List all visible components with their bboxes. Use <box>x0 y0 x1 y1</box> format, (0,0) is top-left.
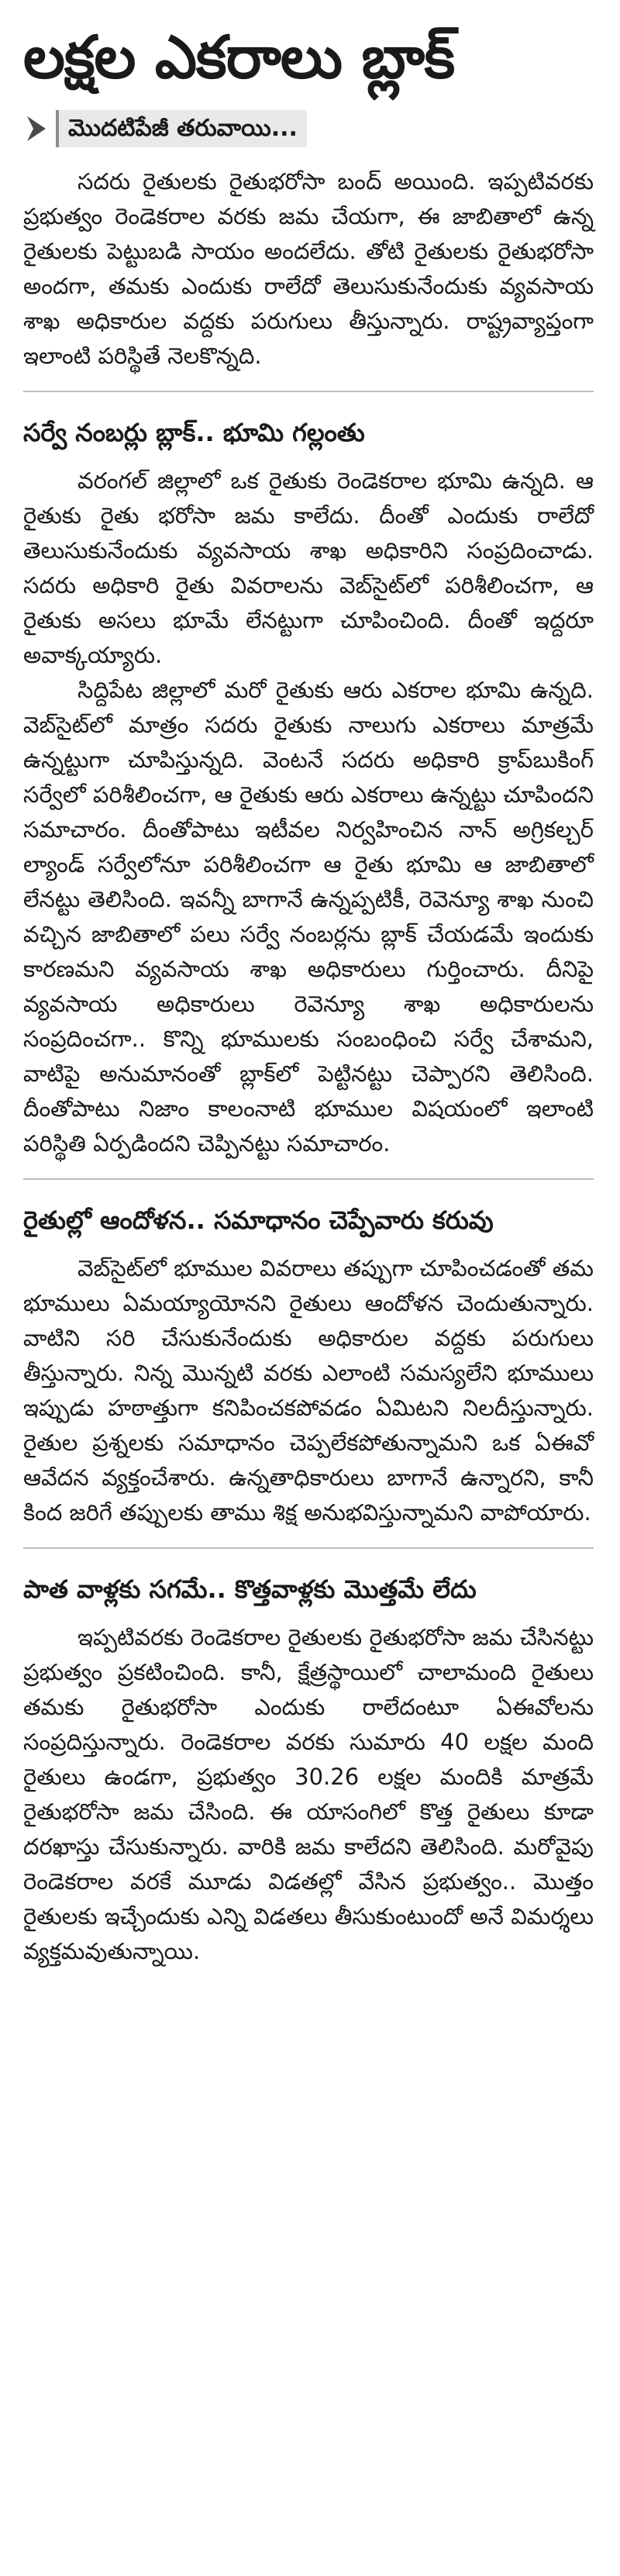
headline: లక్షల ఎకరాలు బ్లాక్‌ <box>23 22 455 91</box>
section-divider <box>23 1547 594 1549</box>
body-paragraph: వెబ్‌సైట్‌లో భూముల వివరాలు తప్పుగా చూపించడంతో తమ భూములు ఏమయ్యాయోనని రైతులు ఆందోళన చెందుతున్నారు. వాటిని సరి చేసుకునేందుకు అధికారుల వద్దకు పరుగులు తీస్తున్నారు. నిన్న మొన్నటి వరకు ఎలాంటి సమస్యలేని భూములు ఇప్పుడు హఠాత్తుగా కనిపించకపోవడం ఏమిటని నిలదీస్తున్నారు. రైతుల ప్రశ్నలకు సమాధానం చెప్పలేకపోతున్నామని ఒక ఏఈవో ఆవేదన వ్యక్తంచేశారు. ఉన్నతాధికారులు బాగానే ఉన్నారని, కానీ కింద జరిగే తప్పులకు తాము శిక్ష అనుభవిస్తున్నామని వాపోయారు. <box>23 1255 594 1526</box>
chevron-right-icon <box>23 113 50 144</box>
body-paragraph: సిద్దిపేట జిల్లాలో మరో రైతుకు ఆరు ఎకరాల భూమి ఉన్నది. వెబ్‌సైట్‌లో మాత్రం సదరు రైతుకు నాలుగు ఎకరాలు మాత్రమే ఉన్నట్టుగా చూపిస్తున్నది. వెంటనే సదరు అధికారి క్రాప్‌బుకింగ్‌ సర్వేలో పరిశీలించగా, ఆ రైతుకు ఆరు ఎకరాలు ఉన్నట్టు చూపిందని సమాచారం. దీంతోపాటు ఇటీవల నిర్వహించిన నాన్‌ అగ్రికల్చర్‌ ల్యాండ్‌ సర్వేలోనూ పరిశీలించగా ఆ రైతు భూమి ఆ జాబితాలో లేనట్టు తెలిసింది. ఇవన్నీ బాగానే ఉన్నప్పటికీ, రెవెన్యూ శాఖ నుంచి వచ్చిన జాబితాలో పలు సర్వే నంబర్లను బ్లాక్‌ చేయడమే ఇందుకు కారణమని వ్యవసాయ శాఖ అధికారులు గుర్తించారు. దీనిపై వ్యవసాయ అధికారులు రెవెన్యూ శాఖ అధికారులను సంప్రదించగా.. కొన్ని భూములకు సంబంధించి సర్వే చేశామని, వాటిపై అనుమానంతో బ్లాక్‌లో పెట్టినట్టు చెప్పారని తెలిసింది. దీంతోపాటు నిజాం కాలంనాటి భూముల విషయంలో ఇలాంటి పరిస్థితి ఏర్పడిందని చెప్పినట్టు సమాచారం. <box>23 677 594 1157</box>
section-divider <box>23 391 594 392</box>
section-heading: పాత వాళ్లకు సగమే.. కొత్తవాళ్లకు మొత్తమే లేదు <box>23 1574 477 1604</box>
intro-paragraph: సదరు రైతులకు రైతుభరోసా బంద్‌ అయింది. ఇప్పటివరకు ప్రభుత్వం రెండెకరాల వరకు జమ చేయగా, ఈ జాబితాలో ఉన్న రైతులకు పెట్టుబడి సాయం అందలేదు. తోటి రైతులకు రైతుభరోసా అందగా, తమకు ఎందుకు రాలేదో తెలుసుకునేందుకు వ్యవసాయ శాఖ అధికారుల వద్దకు పరుగులు తీస్తున్నారు. రాష్ట్రవ్యాప్తంగా ఇలాంటి పరిస్థితే నెలకొన్నది. <box>23 168 594 369</box>
body-paragraph: ఇప్పటివరకు రెండెకరాల రైతులకు రైతుభరోసా జమ చేసినట్టు ప్రభుత్వం ప్రకటించింది. కానీ, క్షేత్రస్థాయిలో చాలామంది రైతులు తమకు రైతుభరోసా ఎందుకు రాలేదంటూ ఏఈవోలను సంప్రదిస్తున్నారు. రెండెకరాల వరకు సుమారు 40 లక్షల మంది రైతులు ఉండగా, ప్రభుత్వం 30.26 లక్షల మందికి మాత్రమే రైతుభరోసా జమ చేసింది. ఈ యాసంగిలో కొత్త రైతులు కూడా దరఖాస్తు చేసుకున్నారు. వారికి జమ కాలేదని తెలిసింది. మరోవైపు రెండెకరాల వరకే మూడు విడతల్లో వేసిన ప్రభుత్వం.. మొత్తం రైతులకు ఇచ్చేందుకు ఎన్ని విడతలు తీసుకుంటుందో అనే విమర్శలు వ్యక్తమవుతున్నాయి. <box>23 1624 594 1964</box>
section-heading: సర్వే నంబర్లు బ్లాక్‌.. భూమి గల్లంతు <box>23 418 365 447</box>
body-paragraph: వరంగల్‌ జిల్లాలో ఒక రైతుకు రెండెకరాల భూమి ఉన్నది. ఆ రైతుకు రైతు భరోసా జమ కాలేదు. దీంతో ఎందుకు రాలేదో తెలుసుకునేందుకు వ్యవసాయ శాఖ అధికారిని సంప్రదించాడు. సదరు అధికారి రైతు వివరాలను వెబ్‌సైట్‌లో పరిశీలించగా, ఆ రైతుకు అసలు భూమే లేనట్టుగా చూపించింది. దీంతో ఇద్దరూ అవాక్కయ్యారు. <box>23 467 594 668</box>
continued-from-front-page <box>23 109 594 149</box>
section-divider <box>23 1178 594 1180</box>
continued-label: మొదటిపేజీ తరువాయి... <box>56 110 307 147</box>
section-heading: రైతుల్లో ఆందోళన.. సమాధానం చెప్పేవారు కరువు <box>23 1205 494 1235</box>
